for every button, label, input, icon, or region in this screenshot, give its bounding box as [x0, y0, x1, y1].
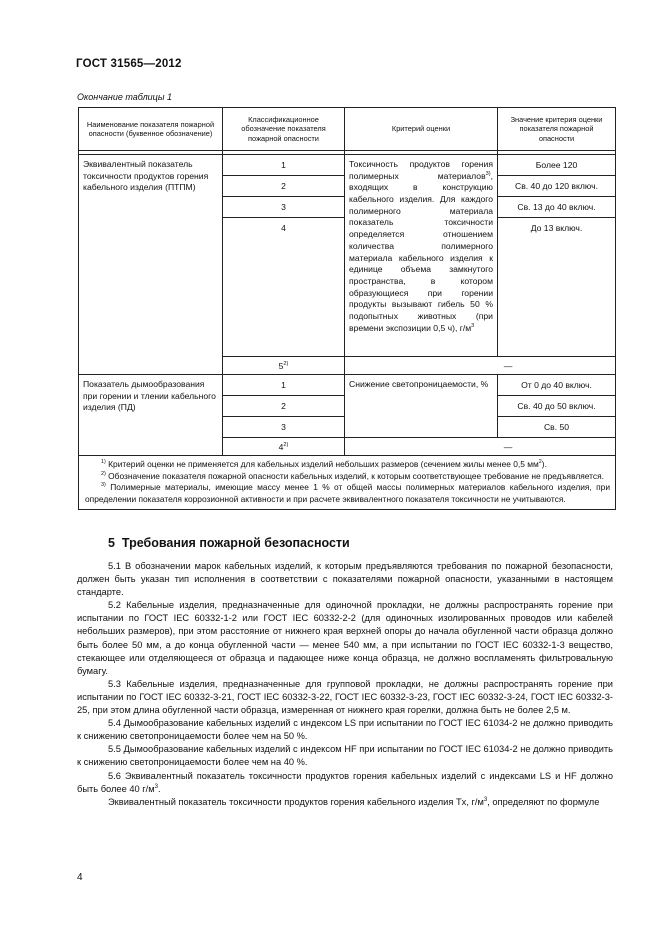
class-label: 2 — [223, 176, 345, 197]
paragraph: 5.4 Дымообразование кабельных изделий с индексом LS при испытании по ГОСТ IEC 61034-2 не должно приводить к снижению светопроницаемости более чем на 50 %. — [77, 718, 613, 742]
paragraph: 5.3 Кабельные изделия, предназначенные для групповой прокладки, не должны распространять горение при испытании по ГОСТ IEC 60332-3-21, ГОСТ IEC 60332-3-22, ГОСТ IEC 60332-3-23, ГОСТ IEC 60332-3-24, ГОСТ IEC 60332-3-25, при этом длина обугленной части образца, измеренная от нижнего края горелки, должна быть не более 2,5 м. — [77, 678, 613, 716]
table-caption: Окончание таблицы 1 — [77, 92, 172, 102]
paragraph: 5.5 Дымообразование кабельных изделий с индексом HF при испытании по ГОСТ IEC 61034-2 не должно приводить к снижению светопроницаемости более чем на 40 %. — [77, 744, 613, 768]
paragraph: 5.2 Кабельные изделия, предназначенные для одиночной прокладки, не должны распространять горение при испытании по ГОСТ IEC 60332-1-2 или ГОСТ IEC 60332-2-2 (для одиночных изолированных проводов или кабелей небольших размеров), при этом расстояние от нижнего края верхней опоры до начала обугленной части образца должно быть более 50 мм, а до конца обугленной части — менее 540 мм, а при испытании по ГОСТ IEC 60332-1-3 вещество, стекающее или отделяющееся от образца и падающее ниже конца образца, не должно воспламенять фильтровальную бумагу. — [77, 600, 613, 676]
footnote: $^{1)}$ Критерий оценки не применяется для кабельных изделий небольших размеров (сечением жилы менее 0,5 $мм^2$). — [101, 459, 547, 469]
class-label: 4$^{2)}$ — [223, 438, 345, 456]
criterion-value: Св. 13 до 40 включ. — [498, 197, 616, 218]
criterion-smoke: Снижение светопроницаемости, % — [345, 375, 498, 438]
table-footnotes — [79, 456, 616, 510]
class-label: 5$^{2)}$ — [223, 357, 345, 375]
table-row — [79, 155, 616, 176]
column-header: Критерий оценки — [345, 108, 498, 151]
fire-hazard-table — [78, 107, 616, 510]
column-header: Классификационное обозначение показателя пожарной опасности — [223, 108, 345, 151]
table-header-row — [79, 108, 616, 151]
section-body — [77, 560, 613, 809]
criterion-toxicity: Токсичность продуктов горения полимерных материалов$^{3)}$, входящих в конструкцию кабельного изделия. Для каждого полимерного материала показатель токсичности определяется отношением количества полимерного материала кабельного изделия к единице объема замкнутого пространства, в котором образующиеся при горении продукты вызывают гибель 50 % подопытных животных (при времени экспозиции 0,5 ч), $г/м^3$ — [345, 155, 498, 357]
criterion-value: От 0 до 40 включ. — [498, 375, 616, 396]
class-label: 2 — [223, 396, 345, 417]
class-label: 3 — [223, 417, 345, 438]
column-header: Наименование показателя пожарной опасности (буквенное обозначение) — [79, 108, 223, 151]
column-header: Значение критерия оценки показателя пожарной опасности — [498, 108, 616, 151]
table-row — [79, 375, 616, 396]
document-header: ГОСТ 31565—2012 — [76, 58, 182, 70]
paragraph: 5.1 В обозначении марок кабельных изделий, к которым предъявляются требования по пожарной безопасности, должен быть указан тип исполнения в соответствии с показателями пожарной опасности, указанными в настоящем стандарте. — [77, 561, 613, 598]
criterion-value: Св. 50 — [498, 417, 616, 438]
indicator-ptpm: Эквивалентный показатель токсичности продуктов горения кабельного изделия (ПТПМ) — [79, 155, 223, 375]
class-label: 1 — [223, 375, 345, 396]
paragraph: 5.6 Эквивалентный показатель токсичности продуктов горения кабельных изделий с индексами LS и HF должно быть более 40 $г/м^3$. — [77, 770, 613, 794]
page-number: 4 — [77, 872, 83, 883]
criterion-dash: — — [345, 438, 616, 456]
footnotes-row — [79, 456, 616, 510]
criterion-value: До 13 включ. — [498, 218, 616, 357]
section-heading: 5 Требования пожарной безопасности — [108, 536, 350, 550]
class-label: 1 — [223, 155, 345, 176]
indicator-pd: Показатель дымообразования при горении и тлении кабельного изделия (ПД) — [79, 375, 223, 456]
class-label: 4 — [223, 218, 345, 357]
paragraph: Эквивалентный показатель токсичности продуктов горения кабельного изделия Tx, $г/м^3$, определяют по формуле — [108, 796, 600, 807]
criterion-value: Св. 40 до 50 включ. — [498, 396, 616, 417]
class-label: 3 — [223, 197, 345, 218]
criterion-value: Св. 40 до 120 включ. — [498, 176, 616, 197]
criterion-dash: — — [345, 357, 616, 375]
criterion-value: Более 120 — [498, 155, 616, 176]
footnote: $^{3)}$ Полимерные материалы, имеющие массу менее 1 % от общей массы полимерных материалов кабельного изделия, при определении показателя коррозионной активности и при расчете эквивалентного показателя токсичности не учитываются. — [85, 482, 610, 504]
footnote: $^{2)}$ Обозначение показателя пожарной опасности кабельных изделий, к которым соответствующее требование не предъявляется. — [101, 470, 604, 481]
